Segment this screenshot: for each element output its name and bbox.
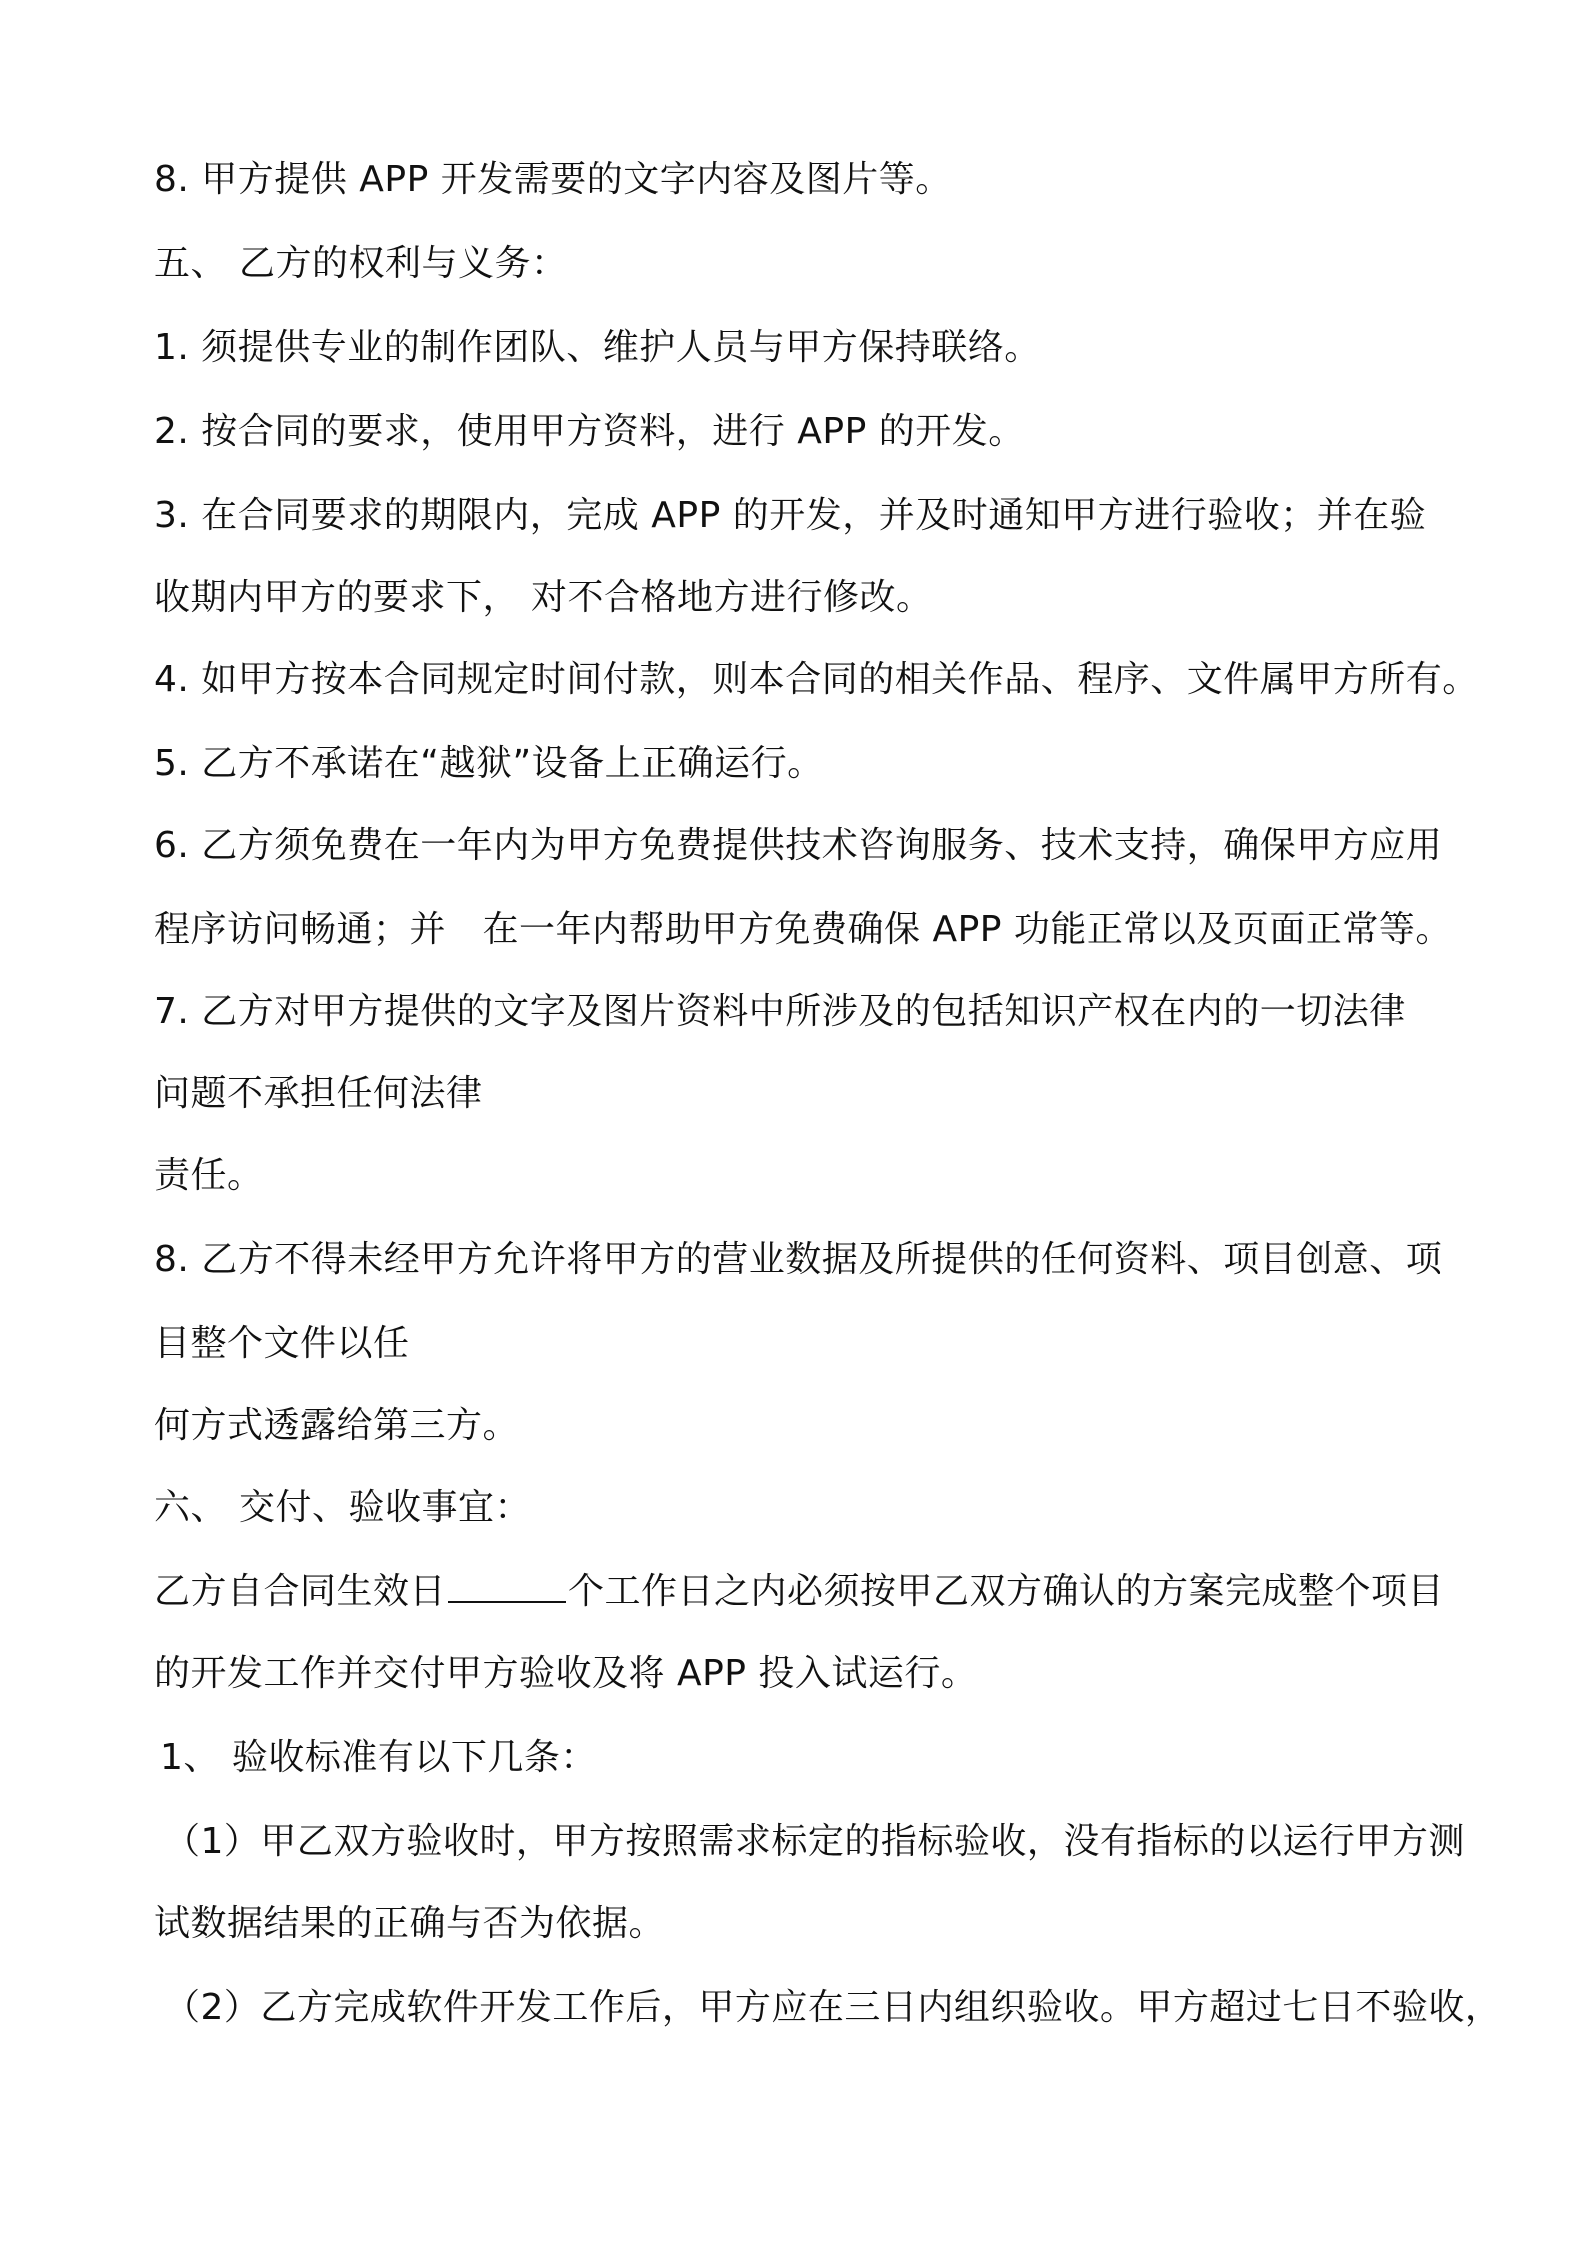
text-line: 8. 甲方提供 APP 开发需要的文字内容及图片等。 [154,159,952,200]
text-line: 责任。 [154,1155,264,1196]
section-heading: 五、 乙方的权利与义务： [154,243,568,284]
text-line: 1. 须提供专业的制作团队、维护人员与甲方保持联络。 [154,327,1041,368]
text-line: 问题不承担任何法律 [154,1073,483,1114]
text-line: 3. 在合同要求的期限内，完成 APP 的开发，并及时通知甲方进行验收；并在验 [154,495,1427,536]
text-segment: 个工作日之内必须按甲乙双方确认的方案完成整个项目 [568,1571,1445,1612]
text-line: 2. 按合同的要求，使用甲方资料，进行 APP 的开发。 [154,411,1025,452]
text-line: 7. 乙方对甲方提供的文字及图片资料中所涉及的包括知识产权在内的一切法律 [154,991,1406,1032]
text-segment: 乙方自合同生效日 [154,1571,447,1612]
subsection-heading: 1、 验收标准有以下几条： [160,1737,597,1778]
text-line: 的开发工作并交付甲方验收及将 APP 投入试运行。 [154,1653,978,1694]
text-line: （1）甲乙双方验收时，甲方按照需求标定的指标验收，没有指标的以运行甲方测 [164,1821,1465,1862]
text-line: 收期内甲方的要求下， 对不合格地方进行修改。 [154,577,933,618]
text-line: 何方式透露给第三方。 [154,1405,520,1446]
text-line-with-blank [154,1568,1444,1616]
text-line: 试数据结果的正确与否为依据。 [154,1903,666,1944]
section-heading: 六、 交付、验收事宜： [154,1487,531,1528]
text-line: 8. 乙方不得未经甲方允许将甲方的营业数据及所提供的任何资料、项目创意、项 [154,1239,1443,1280]
text-line: （2）乙方完成软件开发工作后，甲方应在三日内组织验收。甲方超过七日不验收， [164,1987,1502,2028]
text-line: 4. 如甲方按本合同规定时间付款，则本合同的相关作品、程序、文件属甲方所有。 [154,659,1479,700]
text-line: 5. 乙方不承诺在“越狱”设备上正确运行。 [154,743,824,784]
text-line: 目整个文件以任 [154,1323,410,1364]
text-line: 程序访问畅通；并 在一年内帮助甲方免费确保 APP 功能正常以及页面正常等。 [154,909,1452,950]
text-line: 6. 乙方须免费在一年内为甲方免费提供技术咨询服务、技术支持，确保甲方应用 [154,825,1443,866]
fill-in-blank [448,1571,566,1603]
